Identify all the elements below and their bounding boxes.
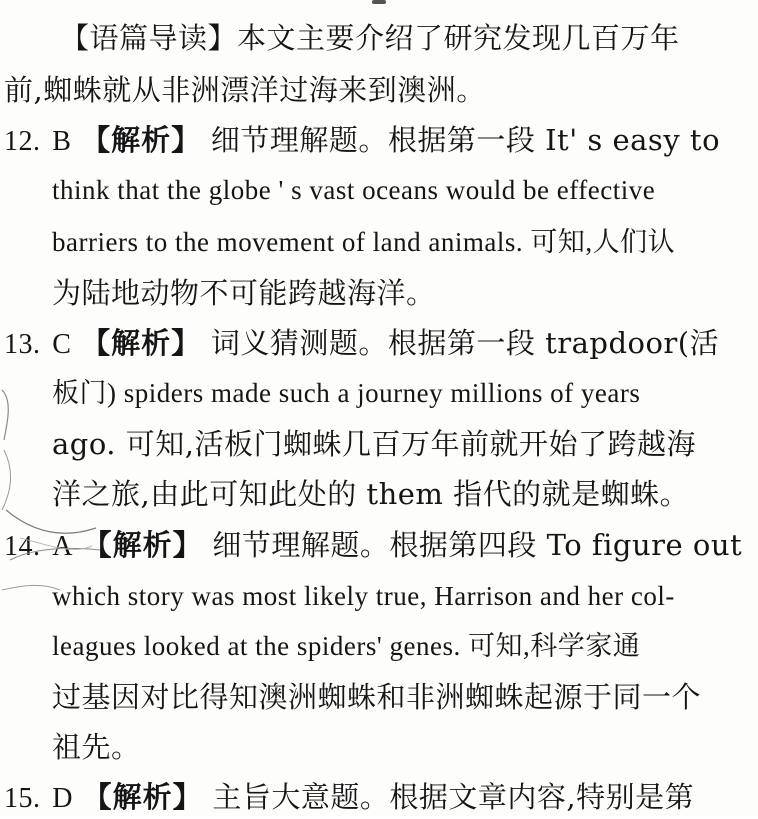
intro-text-2: 前,蜘蛛就从非洲漂洋过海来到澳洲。 [4,73,486,107]
q13-line-3 [52,424,696,464]
q12-text-1: 细节理解题。根据第一段 It' s easy to [210,123,721,157]
q14-text-1: 细节理解题。根据第四段 To figure out [212,528,743,562]
q12-text-2: think that the globe ' s vast oceans would be effective [52,175,656,205]
q13-text-3: ago. 可知,活板门蜘蛛几百万年前就开始了跨越海 [52,427,696,461]
q13-text-4: 洋之旅,由此可知此处的 them 指代的就是蜘蛛。 [52,477,690,511]
q12-text-3: barriers to the movement of land animals. 可知,人们认 [52,227,676,257]
q14-line-2 [52,576,675,616]
q15-answer: D [52,783,73,814]
q14-text-4: 过基因对比得知澳洲蜘蛛和非洲蜘蛛起源于同一个 [52,680,702,714]
q13-line-1 [4,323,719,363]
q15-number: 15. [4,783,41,814]
q12-analysis-tag: 【解析】 [81,123,202,157]
q14-text-3: leagues looked at the spiders' genes. 可知,科学家通 [52,631,641,661]
intro-line-2 [4,70,486,110]
q14-text-2: which story was most likely true, Harrison and her col- [52,581,675,611]
q13-number: 13. [4,329,41,360]
q14-line-4 [52,677,701,717]
q15-text-1: 主旨大意题。根据文章内容,特别是第 [212,780,695,814]
q14-analysis-tag: 【解析】 [82,528,203,562]
q14-line-1 [4,525,742,565]
intro-text-1: 【语篇导读】本文主要介绍了研究发现几百万年 [60,21,680,55]
q13-analysis-tag: 【解析】 [81,326,202,360]
q14-text-5: 祖先。 [52,730,141,764]
q13-answer: C [52,329,72,360]
q12-line-2 [52,170,655,210]
q13-text-2: 板门) spiders made such a journey millions of years [52,378,641,408]
q12-line-1 [4,120,720,160]
q14-answer: A [52,531,73,562]
q13-line-2 [52,373,640,413]
q15-analysis-tag: 【解析】 [82,780,203,814]
q12-answer: B [52,126,72,157]
q13-text-1: 词义猜测题。根据第一段 trapdoor(活 [210,326,720,360]
q13-line-4 [52,474,689,514]
q14-number: 14. [4,531,41,562]
q14-line-3 [52,626,640,666]
scan-mark [372,0,386,4]
q14-line-5 [52,727,141,767]
q12-text-4: 为陆地动物不可能跨越海洋。 [52,276,436,310]
q12-line-3 [52,222,675,262]
q12-number: 12. [4,126,41,157]
q12-line-4 [52,273,436,313]
intro-line-1 [60,18,680,58]
q15-line-1 [4,777,694,817]
